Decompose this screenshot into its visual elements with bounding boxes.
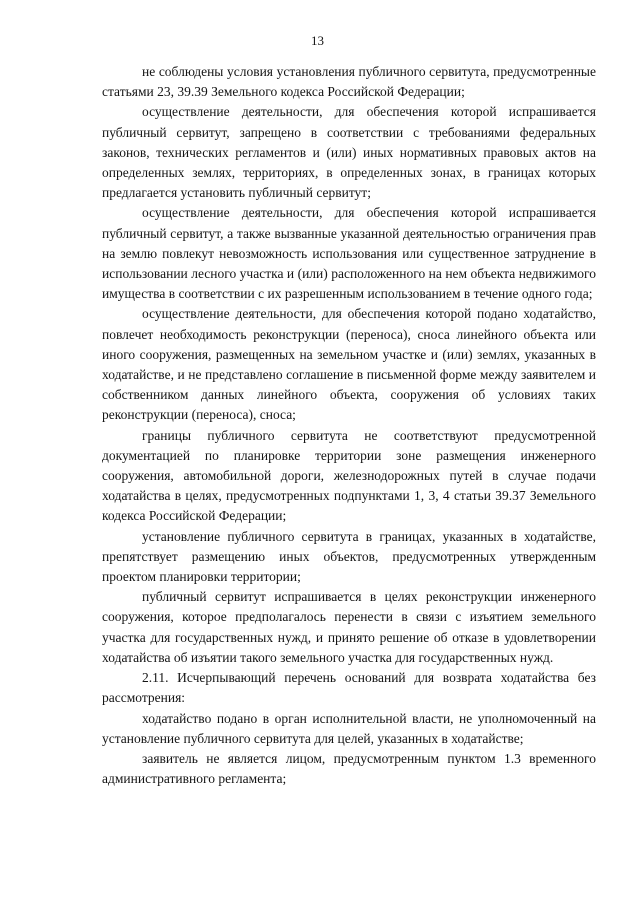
paragraph-reconstruction-required: осуществление деятельности, для обеспечения которой подано ходатайство, повлечет необходимость реконструкции (переноса), сноса линейного объекта или иного сооружения, размещенных на земельном участке и (или) землях, указанных в ходатайстве, и не представлено соглашение в письменной форме между заявителем и собственником данных линейного объекта, сооружения об условиях таких реконструкции (переноса), сноса; (102, 306, 596, 423)
paragraph-applicant-not-eligible: заявитель не является лицом, предусмотренным пунктом 1.3 временного административного регламента; (102, 750, 596, 787)
paragraph-seizure-refused: публичный сервитут испрашивается в целях реконструкции инженерного сооружения, которое предполагалось перенести в связи с изъятием земельного участка для государственных нужд, и принято решение об отказе в удовлетворении ходатайства об изъятии такого земельного участка для государственных нужд. (102, 589, 596, 665)
section-heading-2-11: 2.11. Исчерпывающий перечень оснований для возврата ходатайства без рассмотрения: (102, 670, 596, 706)
page-number: 13 (311, 33, 324, 48)
document-body (102, 62, 596, 789)
paragraph-condition-not-met: не соблюдены условия установления публичного сервитута, предусмотренные статьями 23, 39.39 Земельного кодекса Российской Федерации; (102, 64, 596, 100)
paragraph-planning-obstruction: установление публичного сервитута в границах, указанных в ходатайстве, препятствует размещению иных объектов, предусмотренных утвержденным проектом планировки территории; (102, 528, 596, 585)
paragraph-land-use-impossible: осуществление деятельности, для обеспечения которой испрашивается публичный сервитут, а также вызванные указанной деятельностью ограничения прав на землю повлекут невозможность использования или существенное затруднение в использовании лесного участка и (или) расположенного на нем объекта недвижимого имущества в соответствии с их разрешенным использованием в течение одного года; (102, 205, 596, 302)
paragraph-wrong-authority: ходатайство подано в орган исполнительной власти, не уполномоченный на установление публичного сервитута для целей, указанных в ходатайстве; (102, 710, 596, 746)
paragraph-activity-prohibited: осуществление деятельности, для обеспечения которой испрашивается публичный сервитут, запрещено в соответствии с требованиями федеральных законов, технических регламентов и (или) иных нормативных правовых актов на определенных землях, территориях, в определенных зонах, в границах которых предлагается установить публичный сервитут; (102, 104, 596, 201)
paragraph-boundaries-mismatch: границы публичного сервитута не соответствуют предусмотренной документацией по планировке территории зоне размещения инженерного сооружения, автомобильной дороги, железнодорожных путей в случае подачи ходатайства в целях, предусмотренных подпунктами 1, 3, 4 статьи 39.37 Земельного кодекса Российской Федерации; (102, 427, 596, 524)
